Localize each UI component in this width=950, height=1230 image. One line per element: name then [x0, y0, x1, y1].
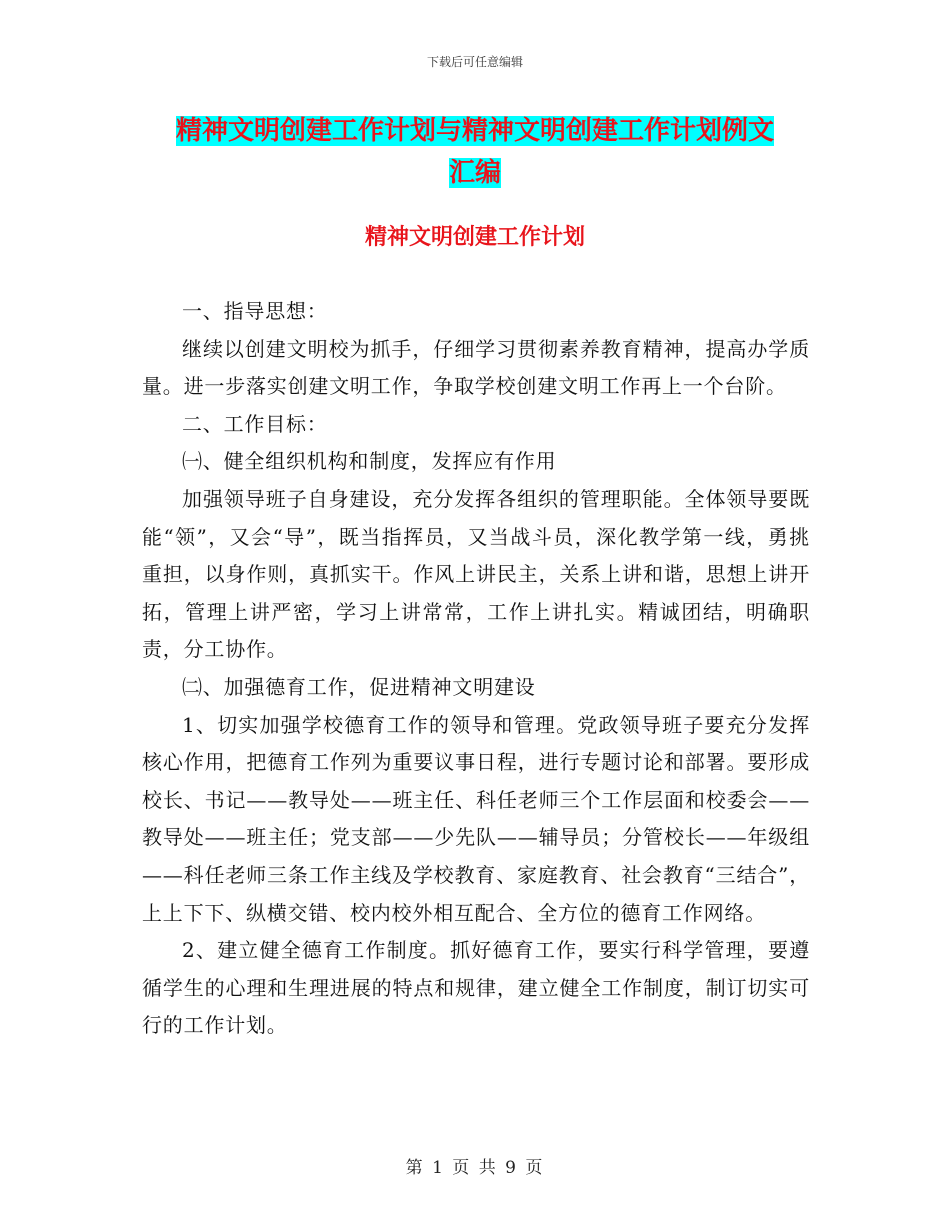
paragraph-subheading-2: ㈡、加强德育工作，促进精神文明建设 [182, 674, 536, 699]
paragraph: 1、切实加强学校德育工作的领导和管理。党政领导班子要充分发挥核心作用，把德育工作列为重要议事日程，进行专题讨论和部署。要形成校长、书记——教导处——班主任、科任老师三个工作层面和校委会——教导处——班主任；党支部——少先队——辅导员；分管校长——年级组——科任老师三条工作主线及学校教育、家庭教育、社会教育“三结合”，上上下下、纵横交错、校内校外相互配合、全方位的德育工作网络。 [142, 712, 810, 925]
header-note: 下载后可任意编辑 [426, 55, 523, 69]
document-title-line-2: 汇编 [448, 158, 501, 188]
paragraph-subheading-1: ㈠、健全组织机构和制度，发挥应有作用 [182, 449, 557, 474]
paragraph-heading-guiding-thought: 一、指导思想： [182, 299, 328, 323]
paragraph-heading-work-goals: 二、工作目标： [182, 411, 328, 436]
document-title [140, 110, 810, 194]
page-number: 第 1 页 共 9 页 [405, 1158, 545, 1178]
paragraph: 继续以创建文明校为抓手，仔细学习贯彻素养教育精神，提高办学质量。进一步落实创建文明工作，争取学校创建文明工作再上一个台阶。 [142, 336, 810, 399]
paragraph: 加强领导班子自身建设，充分发挥各组织的管理职能。全体领导要既能“领”，又会“导”，既当指挥员，又当战斗员，深化教学第一线，勇挑重担，以身作则，真抓实干。作风上讲民主，关系上讲和谐，思想上讲开拓，管理上讲严密，学习上讲常常，工作上讲扎实。精诚团结，明确职责，分工协作。 [142, 486, 810, 662]
document-body [142, 293, 810, 1045]
paragraph: 2、建立健全德育工作制度。抓好德育工作，要实行科学管理，要遵循学生的心理和生理进展的特点和规律，建立健全工作制度，制订切实可行的工作计划。 [142, 938, 810, 1038]
section-title: 精神文明创建工作计划 [364, 225, 585, 250]
document-title-line-1: 精神文明创建工作计划与精神文明创建工作计划例文 [175, 116, 774, 146]
